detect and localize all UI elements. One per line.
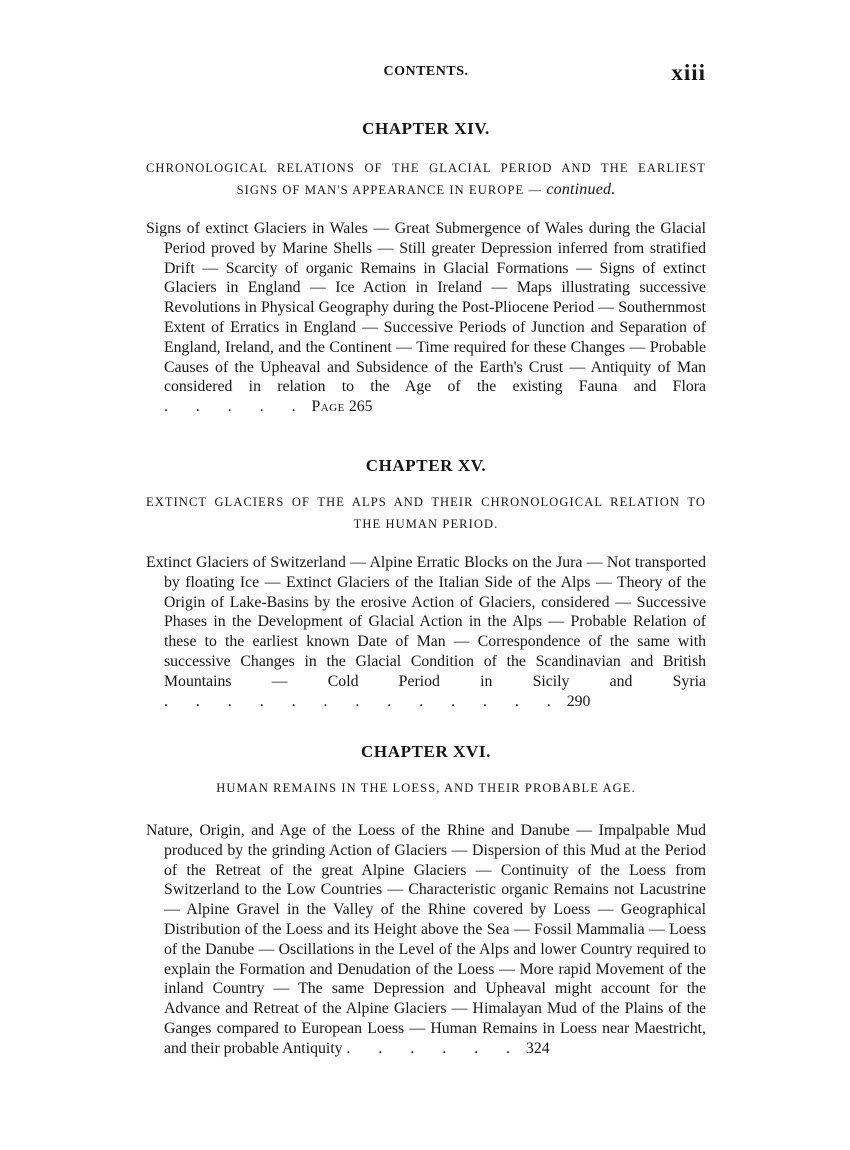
running-title: CONTENTS.	[383, 64, 469, 79]
summary-text: Nature, Origin, and Age of the Loess of the Rhine and Danube — Impalpable Mud produced by the grinding Action of Glaciers — Dispersion of this Mud at the Period of the Retreat of the great Alpine Glaciers — Continuity of the Loess from Switzerland to the Low Countries — Characteristic organic Remains not Lacustrine — Alpine Gravel in the Valley of the Rhine covered by Loess — Geographical Distribution of the Loess and its Height above the Sea — Fossil Mammalia — Loess of the Danube — Oscillations in the Level of the Alps and lower Country required to explain the Formation and Denudation of the Loess — More rapid Movement of the inland Country — The same Depression and Upheaval might account for the Advance and Retreat of the Alpine Glaciers — Himalayan Mud of the Plains of the Ganges compared to European Loess — Human Remains in Loess near Maestricht, and their probable Antiquity	[146, 822, 706, 1057]
running-head	[146, 60, 706, 90]
page-number: 265	[348, 398, 373, 416]
page-reference	[347, 1040, 550, 1057]
chapter-title: CHAPTER XVI.	[361, 742, 491, 761]
chapter-subtitle: HUMAN REMAINS IN THE LOESS, AND THEIR PROBABLE AGE.	[216, 781, 636, 795]
chapter-summary	[146, 821, 706, 1059]
page-number: 324	[525, 1039, 550, 1057]
chapter-xvi	[146, 741, 706, 1059]
summary-text: Signs of extinct Glaciers in Wales — Great Submergence of Wales during the Glacial Period proved by Marine Shells — Still greater Depression inferred from stratified Drift — Scarcity of organic Remains in Glacial Formations — Signs of extinct Glaciers in England — Ice Action in Ireland — Maps illustrating successive Revolutions in Physical Geography during the Post-Pliocene Period — Southernmost Extent of Erratics in England — Successive Periods of Junction and Separation of England, Ireland, and the Continent — Time required for these Changes — Probable Causes of the Upheaval and Subsidence of the Earth's Crust — Antiquity of Man considered in relation to the Age of the existing Fauna and Flora	[146, 220, 706, 396]
page-folio: xiii	[671, 60, 706, 85]
dot-leaders: . . . . . . . . . . . . .	[164, 692, 563, 710]
page-number: 290	[566, 692, 591, 710]
chapter-subtitle-text: CHRONOLOGICAL RELATIONS OF THE GLACIAL PERIOD AND THE EARLIEST SIGNS OF MAN'S APPEARANCE IN EUROPE —	[146, 161, 706, 197]
chapter-summary	[146, 219, 706, 417]
dot-leaders: . . . . . .	[346, 1039, 522, 1057]
chapter-title: CHAPTER XV.	[365, 456, 487, 475]
chapter-xv	[146, 455, 706, 711]
chapter-title: CHAPTER XIV.	[362, 119, 490, 138]
page-reference	[164, 398, 373, 415]
page-word: Page	[311, 398, 345, 416]
chapter-summary	[146, 553, 706, 711]
summary-text: Extinct Glaciers of Switzerland — Alpine Erratic Blocks on the Jura — Not transported by floating Ice — Extinct Glaciers of the Italian Side of the Alps — Theory of the Origin of Lake-Basins by the erosive Action of Glaciers, considered — Successive Phases in the Development of Glacial Action in the Alps — Probable Relation of these to the earliest known Date of Man — Correspondence of the same with successive Changes in the Glacial Condition of the Scandinavian and British Mountains — Cold Period in Sicily and Syria	[146, 554, 706, 690]
page-reference	[164, 693, 590, 710]
chapter-xiv	[146, 118, 706, 417]
chapter-subtitle: EXTINCT GLACIERS OF THE ALPS AND THEIR CHRONOLOGICAL RELATION TO THE HUMAN PERIOD.	[146, 495, 706, 531]
dot-leaders: . . . . .	[164, 398, 308, 416]
chapter-subtitle	[146, 157, 706, 201]
continued-label: continued.	[546, 181, 616, 198]
